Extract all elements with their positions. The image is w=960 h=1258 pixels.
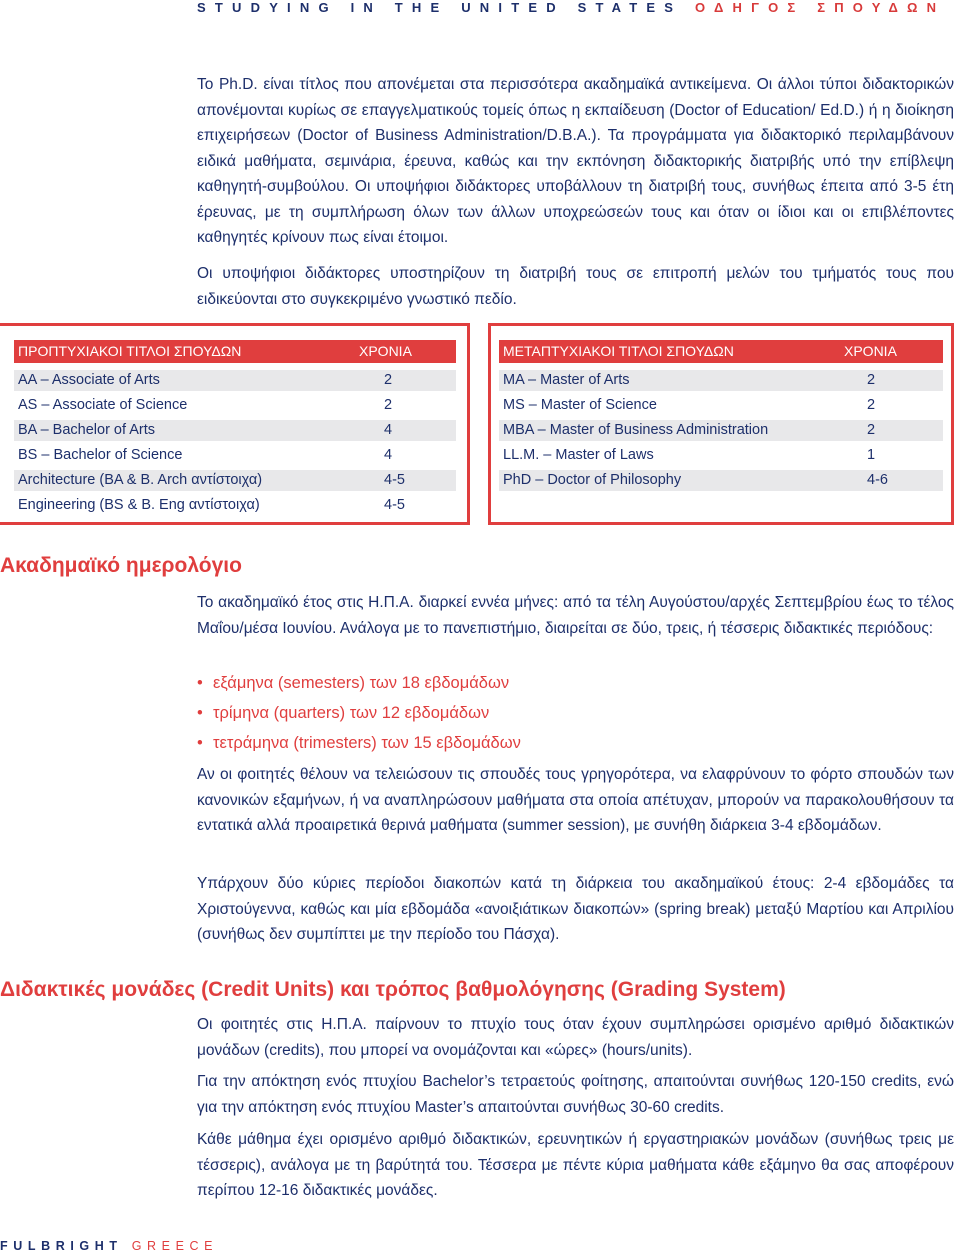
degree-years: 4-5 — [384, 497, 405, 513]
degree-years: 4 — [384, 422, 393, 438]
footer-brand — [0, 1239, 218, 1253]
degree-years: 4-6 — [867, 472, 888, 488]
credits-paragraph-1: Οι φοιτητές στις Η.Π.Α. παίρνουν το πτυχίο τους όταν έχουν συμπληρώσει ορισμένο αριθμό διδακτικών μονάδων (credits), που μπορεί να ονομάζονται και «ώρες» (hours/units). — [197, 1016, 954, 1059]
table-row — [14, 420, 456, 441]
degree-years: 2 — [384, 372, 393, 388]
intro-sentence-1: Το Ph.D. είναι τίτλος που απονέμεται στα περισσότερα ακαδημαϊκά αντικείμενα. Οι άλλοι τύποι διδακτορικών απονέμονται κυρίως σε επαγγελματικούς τομείς όπως η εκπαίδευση (Doctor of Education/ Ed.D.) ή η διοίκηση επιχειρήσεων (Doctor of Business Administration/D.B.A.). — [197, 76, 954, 144]
header-title: STUDYING IN THE UNITED STATES — [197, 0, 683, 15]
list-item: • τρίμηνα (quarters) των 12 εβδομάδων — [197, 698, 897, 728]
undergrad-table-header — [14, 340, 456, 363]
degree-years: 4 — [384, 447, 393, 463]
calendar-paragraph-3: Υπάρχουν δύο κύριες περίοδοι διακοπών κατά τη διάρκεια του ακαδημαϊκού έτους: 2-4 εβδομάδες τα Χριστούγεννα, καθώς και μία εβδομάδα «ανοιξιάτικων διακοπών» (spring break) μεταξύ Μαρτίου και Απριλίου (συνήθως δεν συμπίπτει με την περίοδο του Πάσχα). — [197, 875, 954, 943]
degree-years: 2 — [867, 372, 876, 388]
degree-years: 4-5 — [384, 472, 405, 488]
degree-title: MA – Master of Arts — [503, 372, 630, 388]
degree-title: Engineering (BS & B. Eng αντίστοιχα) — [18, 497, 260, 513]
degree-title: PhD – Doctor of Philosophy — [503, 472, 682, 488]
calendar-heading: Ακαδημαϊκό ημερολόγιο — [0, 554, 242, 577]
grad-degrees-box — [488, 323, 954, 525]
table-row — [499, 370, 943, 391]
undergrad-col-years: ΧΡΟΝΙΑ — [359, 343, 412, 359]
degree-title: MS – Master of Science — [503, 397, 657, 413]
running-header — [197, 0, 960, 22]
degree-title: LL.M. – Master of Laws — [503, 447, 654, 463]
undergrad-degrees-box — [0, 323, 470, 525]
intro-paragraph-1 — [197, 72, 954, 251]
credits-heading-part-4: (Grading System) — [604, 978, 786, 1001]
credits-paragraph-2: Για την απόκτηση ενός πτυχίου Bachelor’s τετραετούς φοίτησης, απαιτούνται συνήθως 120-150 credits, ενώ για την απόκτηση ενός πτυχίου Master’s απαιτούνται συνήθως 30-60 credits. — [197, 1073, 954, 1116]
footer-greece: GREECE — [131, 1239, 219, 1253]
table-row — [14, 370, 456, 391]
table-row — [499, 445, 943, 466]
table-row — [14, 495, 456, 516]
credits-paragraph-3: Κάθε μάθημα έχει ορισμένο αριθμό διδακτικών, ερευνητικών ή εργαστηριακών μονάδων (συνήθως τρεις με τέσσερις), ανάλογα με τη βαρύτητά του. Τέσσερα με πέντε κύρια μαθήματα κάθε εξάμηνο θα σας αποφέρουν περίπου 12-16 διδακτικές μονάδες. — [197, 1131, 954, 1199]
intro-paragraph-2: Οι υποψήφιοι διδάκτορες υποστηρίζουν τη διατριβή τους σε επιτροπή μελών του τμήματός τους που ειδικεύονται στο συγκεκριμένο γνωστικό πεδίο. — [197, 265, 954, 308]
list-item: • τετράμηνα (trimesters) των 15 εβδομάδων — [197, 728, 897, 758]
degree-title: BS – Bachelor of Science — [18, 447, 183, 463]
table-row — [14, 470, 456, 491]
list-item: • εξάμηνα (semesters) των 18 εβδομάδων — [197, 668, 897, 698]
table-row — [499, 420, 943, 441]
calendar-paragraph-1: Το ακαδημαϊκό έτος στις Η.Π.Α. διαρκεί εννέα μήνες: από τα τέλη Αυγούστου/αρχές Σεπτεμβρίου έως το τέλος Μαΐου/μέσα Ιουνίου. Ανάλογα με το πανεπιστήμιο, διαιρείται σε δύο, τρεις, ή τέσσερις διδακτικές περιόδους: — [197, 594, 954, 637]
credits-heading-part-2: (Credit Units) — [195, 978, 340, 1001]
credits-heading-part-1: Διδακτικές μονάδες — [0, 978, 196, 1001]
grad-col-years: ΧΡΟΝΙΑ — [844, 343, 897, 359]
degree-years: 2 — [867, 397, 876, 413]
grad-table-header — [499, 340, 943, 363]
table-row — [14, 395, 456, 416]
degree-title: MBA – Master of Business Administration — [503, 422, 769, 438]
header-subtitle: ΟΔΗΓΟΣ ΣΠΟΥΔΩΝ — [694, 0, 946, 15]
degree-years: 2 — [867, 422, 876, 438]
degree-years: 1 — [867, 447, 876, 463]
calendar-paragraph-2: Αν οι φοιτητές θέλουν να τελειώσουν τις σπουδές τους γρηγορότερα, να ελαφρύνουν το φόρτο σπουδών των κανονικών εξαμήνων, ή να αναπληρώσουν μαθήματα στα οποία απέτυχαν, μπορούν να παρακολουθήσουν τα εντατικά αλλά προαιρετικά θερινά μαθήματα (summer session), με συνήθη διάρκεια 3-4 εβδομάδων. — [197, 766, 954, 834]
footer-fulbright: FULBRIGHT — [0, 1239, 123, 1253]
term-types-list — [197, 668, 897, 758]
table-row — [14, 445, 456, 466]
degree-title: BA – Bachelor of Arts — [18, 422, 156, 438]
grad-col-title: ΜΕΤΑΠΤΥΧΙΑΚΟΙ ΤΙΤΛΟΙ ΣΠΟΥΔΩΝ — [503, 343, 734, 359]
degree-title: AA – Associate of Arts — [18, 372, 160, 388]
credits-heading — [0, 978, 786, 1002]
table-row — [499, 470, 943, 491]
degree-title: AS – Associate of Science — [18, 397, 188, 413]
credits-heading-part-3: και τρόπος βαθμολόγησης — [340, 978, 605, 1001]
degree-title: Architecture (BA & B. Arch αντίστοιχα) — [18, 472, 263, 488]
degree-years: 2 — [384, 397, 393, 413]
table-row — [499, 395, 943, 416]
intro-sentence-2: Τα προγράμματα για διδακτορικό περιλαμβάνουν ειδικά μαθήματα, σεμινάρια, έρευνα, καθώς και την εκπόνηση διδακτορικής διατριβής υπό την επίβλεψη καθηγητή-συμβούλου. Οι υποψήφιοι διδάκτορες υποβάλλουν τη διατριβή τους, συνήθως έπειτα από 3-5 έτη έρευνας, με τη συμπλήρωση όλων των άλλων υποχρεώσεών τους και όταν οι ίδιοι και οι επιβλέποντες καθηγητές κρίνουν πως είναι έτοιμοι. — [197, 127, 954, 246]
undergrad-col-title: ΠΡΟΠΤΥΧΙΑΚΟΙ ΤΙΤΛΟΙ ΣΠΟΥΔΩΝ — [18, 343, 242, 359]
